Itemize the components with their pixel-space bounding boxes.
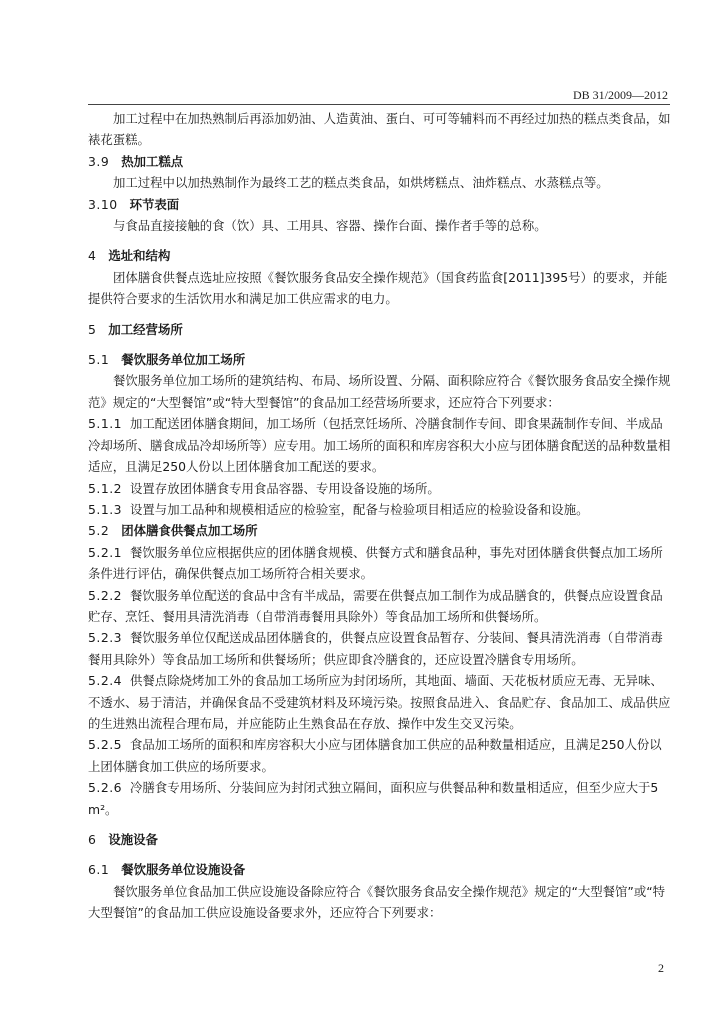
clause-text: 餐饮服务单位配送的食品中含有半成品，需要在供餐点加工制作为成品膳食的，供餐点应设置食品贮存、烹饪、餐用具清洗消毒（自带消毒餐用具除外）等食品加工场所和供餐场所。 [88,587,663,624]
section-heading [88,859,672,880]
section-number: 6.1 [88,862,110,878]
section-title: 设施设备 [108,832,158,847]
body-paragraph: 团体膳食供餐点选址应按照《餐饮服务食品安全操作规范》（国食药监食[2011]395号）的要求，并能提供符合要求的生活饮用水和满足加工供应需求的电力。 [88,269,668,307]
section-title: 团体膳食供餐点加工场所 [121,523,258,539]
section-number: 3.10 [88,196,118,212]
clause-paragraph [88,413,672,477]
section-gap [88,850,672,859]
clause-text: 冷膳食专用场所、分装间应为封闭式独立隔间，面积应与供餐品种和数量相适应，但至少应大于5 m²。 [88,780,659,817]
section-heading [88,349,672,370]
clause-number: 5.1.2 [88,480,123,496]
document-body [88,108,672,924]
clause-number: 5.2.1 [88,544,123,560]
clause-paragraph [88,499,672,520]
section-number: 5.2 [88,523,110,539]
section-number: 4 [88,248,97,264]
section-number: 6 [88,832,97,847]
clause-number: 5.2.3 [88,630,123,646]
section-title: 加工经营场所 [108,321,183,337]
section-number: 5 [88,321,97,337]
section-number: 5.1 [88,352,110,368]
section-heading [88,245,672,266]
clause-paragraph [88,627,672,670]
header-rule [88,104,670,105]
body-paragraph: 餐饮服务单位加工场所的建筑结构、布局、场所设置、分隔、面积除应符合《餐饮服务食品安全操作规范》规定的“大型餐馆”或“特大型餐馆”的食品加工经营场所要求，还应符合下列要求： [88,373,671,410]
body-paragraph: 餐饮服务单位食品加工供应设施设备除应符合《餐饮服务食品安全操作规范》规定的“大型餐馆”或“特大型餐馆”的食品加工供应设施设备要求外，还应符合下列要求： [88,883,666,921]
clause-text: 加工配送团体膳食期间，加工场所（包括烹饪场所、冷膳食制作专间、即食果蔬制作专间、半成品冷却场所、膳食成品冷却场所等）应专用。加工场所的面积和库房容积大小应与团体膳食配送的品种数量相适应，且满足250人份以上团体膳食加工配送的要求。 [88,416,671,475]
clause-paragraph [88,478,672,499]
section-title: 环节表面 [129,196,180,212]
section-title: 餐饮服务单位加工场所 [121,352,246,368]
document-id: DB 31/2009—2012 [572,88,668,102]
section-heading [88,194,672,215]
section-title: 选址和结构 [108,248,171,264]
section-gap [88,236,672,245]
section-heading [88,319,672,340]
body-paragraph: 与食品直接接触的食（饮）具、工用具、容器、操作台面、操作者手等的总称。 [113,218,547,234]
section-title: 餐饮服务单位设施设备 [121,862,246,878]
section-heading [88,151,672,172]
section-gap [88,310,672,319]
section-gap [88,820,672,829]
clause-paragraph [88,734,672,777]
clause-paragraph [88,777,672,820]
clause-number: 5.1.3 [88,501,123,517]
section-gap [88,340,672,349]
body-paragraph: 加工过程中以加热熟制作为最终工艺的糕点类食品，如烘烤糕点、油炸糕点、水蒸糕点等。 [113,175,609,191]
clause-number: 5.2.2 [88,587,123,603]
clause-paragraph [88,542,672,585]
section-heading [88,520,672,541]
clause-text: 设置与加工品种和规模相适应的检验室，配备与检验项目相适应的检验设备和设施。 [130,501,589,517]
clause-text: 餐饮服务单位仅配送成品团体膳食的，供餐点应设置食品暂存、分装间、餐具清洗消毒（自带消毒餐用具除外）等食品加工场所和供餐场所；供应即食冷膳食的，还应设置冷膳食专用场所。 [88,630,663,667]
clause-text: 餐饮服务单位应根据供应的团体膳食规模、供餐方式和膳食品种，事先对团体膳食供餐点加工场所条件进行评估，确保供餐点加工场所符合相关要求。 [88,544,663,582]
clause-number: 5.2.5 [88,737,123,753]
section-heading [88,829,672,850]
section-number: 3.9 [88,153,110,169]
clause-text: 供餐点除烧烤加工外的食品加工场所应为封闭场所，其地面、墙面、天花板材质应无毒、无异味、不透水、易于清洁，并确保食品不受建筑材料及环境污染。按照食品进入、食品贮存、食品加工、成品供应的生进熟出流程合理布局，并应能防止生熟食品在存放、操作中发生交叉污染。 [88,673,671,731]
page-number: 2 [658,961,664,975]
clause-text: 设置存放团体膳食专用食品容器、专用设备设施的场所。 [130,480,440,496]
section-title: 热加工糕点 [121,153,184,169]
clause-number: 5.1.1 [88,416,123,432]
clause-paragraph [88,585,672,628]
body-paragraph: 加工过程中在加热熟制后再添加奶油、人造黄油、蛋白、可可等辅料而不再经过加热的糕点类食品，如裱花蛋糕。 [88,111,671,148]
clause-text: 食品加工场所的面积和库房容积大小应与团体膳食加工供应的品种数量相适应，且满足250人份以上团体膳食加工供应的场所要求。 [88,737,662,774]
clause-number: 5.2.6 [88,780,123,796]
clause-paragraph [88,670,672,734]
clause-number: 5.2.4 [88,673,123,689]
